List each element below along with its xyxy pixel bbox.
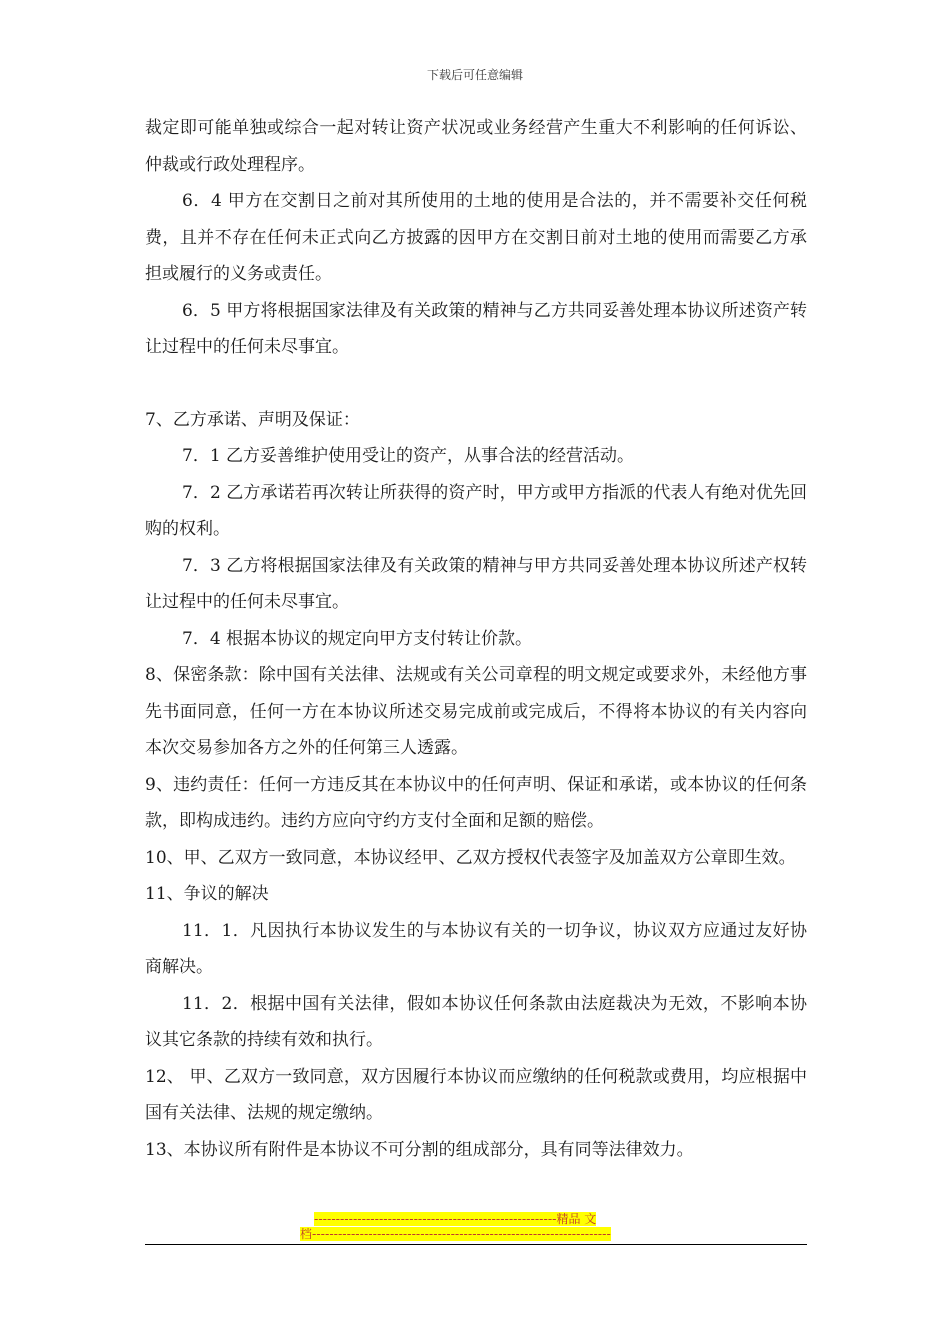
section-heading: 7、乙方承诺、声明及保证： <box>145 409 360 430</box>
header-note: 下载后可任意编辑 <box>426 68 523 82</box>
paragraph: 11．2．根据中国有关法律，假如本协议任何条款由法庭裁决为无效，不影响本协议其它条款的持续有效和执行。 <box>145 993 807 1050</box>
paragraph: 12、 甲、乙双方一致同意，双方因履行本协议而应缴纳的任何税款或费用，均应根据中国有关法律、法规的规定缴纳。 <box>145 1066 807 1123</box>
paragraph: 6．5 甲方将根据国家法律及有关政策的精神与乙方共同妥善处理本协议所述资产转让过程中的任何未尽事宜。 <box>145 300 807 357</box>
paragraph: 9、违约责任：任何一方违反其在本协议中的任何声明、保证和承诺，或本协议的任何条款，即构成违约。违约方应向守约方支付全面和足额的赔偿。 <box>145 774 807 831</box>
paragraph: 裁定即可能单独或综合一起对转让资产状况或业务经营产生重大不利影响的任何诉讼、仲裁或行政处理程序。 <box>145 118 807 175</box>
paragraph: 13、本协议所有附件是本协议不可分割的组成部分，具有同等法律效力。 <box>145 1139 694 1160</box>
paragraph: 7．2 乙方承诺若再次转让所获得的资产时，甲方或甲方指派的代表人有绝对优先回购的权利。 <box>145 482 807 539</box>
paragraph: 11．1．凡因执行本协议发生的与本协议有关的一切争议，协议双方应通过友好协商解决。 <box>145 920 807 977</box>
paragraph: 7．1 乙方妥善维护使用受让的资产，从事合法的经营活动。 <box>182 446 635 466</box>
document-body <box>145 110 807 1168</box>
paragraph: 7．3 乙方将根据国家法律及有关政策的精神与甲方共同妥善处理本协议所述产权转让过程中的任何未尽事宜。 <box>145 555 807 612</box>
paragraph: 10、甲、乙双方一致同意，本协议经甲、乙双方授权代表签字及加盖双方公章即生效。 <box>145 847 796 868</box>
paragraph: 8、保密条款：除中国有关法律、法规或有关公司章程的明文规定或要求外，未经他方事先书面同意，任何一方在本协议所述交易完成前或完成后，不得将本协议的有关内容向本次交易参加各方之外的任何第三人透露。 <box>145 665 807 758</box>
section-heading: 11、争议的解决 <box>145 884 269 904</box>
footer-badge-line1: --------------------------------------------------------精品 文 <box>314 1212 597 1226</box>
paragraph: 7．4 根据本协议的规定向甲方支付转让价款。 <box>182 628 533 649</box>
footer-badge <box>300 1212 648 1242</box>
footer-badge-line2: 档--------------------------------------------------------------------- <box>300 1227 611 1241</box>
paragraph-gap <box>145 366 807 402</box>
footer-rule <box>145 1244 807 1245</box>
paragraph: 6．4 甲方在交割日之前对其所使用的土地的使用是合法的，并不需要补交任何税费，且并不存在任何未正式向乙方披露的因甲方在交割日前对土地的使用而需要乙方承担或履行的义务或责任。 <box>145 191 807 284</box>
